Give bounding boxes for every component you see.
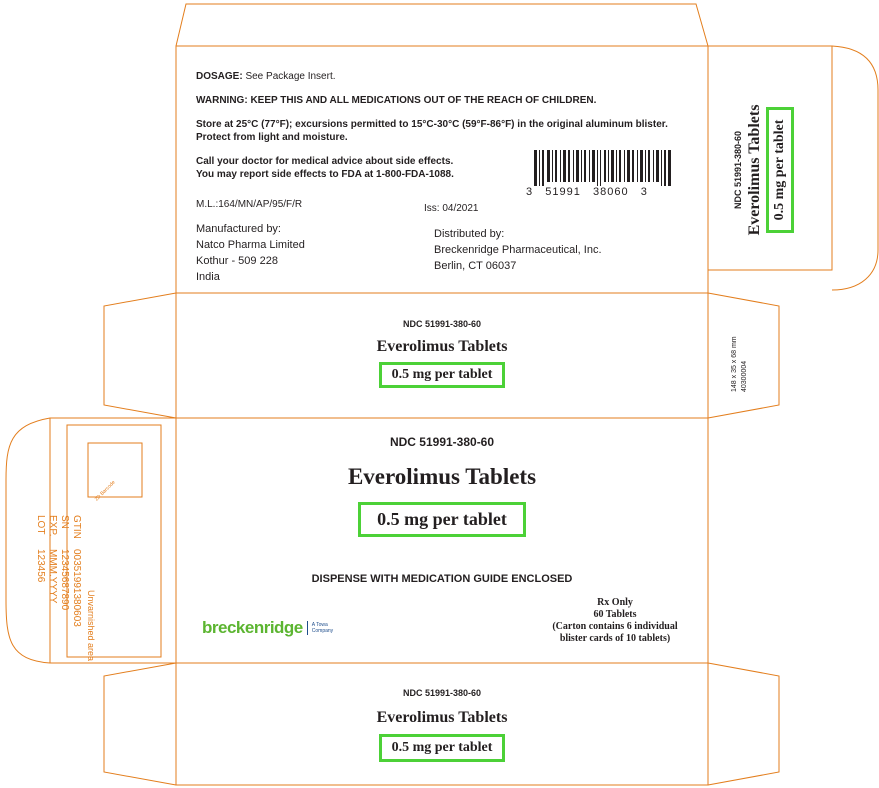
logo-tagline: A Towa Company [311, 622, 334, 634]
manufacturer-name: Natco Pharma Limited [196, 239, 305, 251]
side-ndc: NDC 51991-380-60 [733, 130, 743, 210]
exp-value: MMM.YYYY [47, 549, 58, 604]
medication-guide-text: DISPENSE WITH MEDICATION GUIDE ENCLOSED [311, 573, 573, 585]
call-line-1: Call your doctor for medical advice about side effects. [196, 156, 454, 167]
sn-label: SN [59, 515, 70, 529]
manufacturer-block [196, 221, 305, 285]
rx-block [530, 597, 700, 645]
bottom-end-panel [176, 687, 708, 762]
main-panel [176, 434, 708, 537]
storage-line-2: Protect from light and moisture. [196, 132, 348, 143]
lot-label: LOT [35, 515, 46, 535]
storage-text [196, 118, 686, 144]
gtin-value: 00351991380603 [71, 549, 82, 627]
call-line-2: You may report side effects to FDA at 1-800-FDA-1088. [196, 169, 454, 180]
rx-only: Rx Only [597, 597, 633, 608]
manufactured-by-label: Manufactured by: [196, 223, 281, 235]
issue-date: Iss: 04/2021 [424, 203, 479, 214]
storage-line-1: Store at 25°C (77°F); excursions permitted to 15°C-30°C (59°F-86°F) in the original aluminum blister. [196, 119, 668, 130]
barcode-bars [534, 150, 671, 186]
tablet-count: 60 Tablets [593, 609, 637, 620]
distributed-by-label: Distributed by: [434, 228, 505, 240]
dimension-code: 40300004 [741, 360, 748, 392]
breckenridge-logo [202, 618, 342, 638]
lot-value: 123456 [35, 549, 46, 583]
dosage-text: See Package Insert. [245, 71, 336, 82]
main-strength-box: 0.5 mg per tablet [358, 502, 526, 537]
upper-end-panel [176, 318, 708, 388]
upper-ndc: NDC 51991-380-60 [402, 319, 482, 329]
dimension-note [730, 312, 750, 392]
carton-contents-1: (Carton contains 6 individual [552, 621, 678, 632]
bottom-strength-box: 0.5 mg per tablet [379, 734, 505, 762]
side-strength-box: 0.5 mg per tablet [766, 107, 794, 233]
distributor-block [434, 226, 602, 274]
manufacturer-country: India [196, 271, 220, 283]
bottom-product-name: Everolimus Tablets [376, 709, 508, 726]
side-panel-right [732, 70, 794, 270]
unvarnished-area-label: Unvarnished area [86, 590, 96, 662]
gtin-label: GTIN [71, 515, 82, 539]
main-product-name: Everolimus Tablets [347, 464, 537, 489]
ml-number: M.L.:164/MN/AP/95/F/R [196, 199, 303, 210]
side-product-name: Everolimus Tablets [746, 104, 763, 236]
sn-value: 12345687890 [59, 549, 70, 611]
dimension-size: 148 x 35 x 68 mm [731, 336, 738, 392]
barcode-number: 3 51991 38060 3 [526, 186, 648, 198]
distributor-name: Breckenridge Pharmaceutical, Inc. [434, 244, 602, 256]
bottom-ndc: NDC 51991-380-60 [402, 688, 482, 698]
call-doctor-text [196, 155, 454, 181]
upper-product-name: Everolimus Tablets [376, 338, 508, 355]
main-ndc: NDC 51991-380-60 [389, 435, 495, 449]
dosage-line [196, 70, 336, 83]
upper-strength-box: 0.5 mg per tablet [379, 362, 505, 388]
qr-placeholder-label: 2D Barcode [93, 479, 117, 503]
warning-text: WARNING: KEEP THIS AND ALL MEDICATIONS OUT OF THE REACH OF CHILDREN. [196, 95, 597, 106]
distributor-city: Berlin, CT 06037 [434, 260, 517, 272]
logo-wordmark: breckenridge [202, 618, 303, 637]
manufacturer-city: Kothur - 509 228 [196, 255, 278, 267]
dosage-label: DOSAGE: [196, 71, 243, 82]
carton-contents-2: blister cards of 10 tablets) [559, 633, 671, 644]
exp-label: EXP. [47, 515, 58, 537]
serial-info [34, 515, 82, 655]
